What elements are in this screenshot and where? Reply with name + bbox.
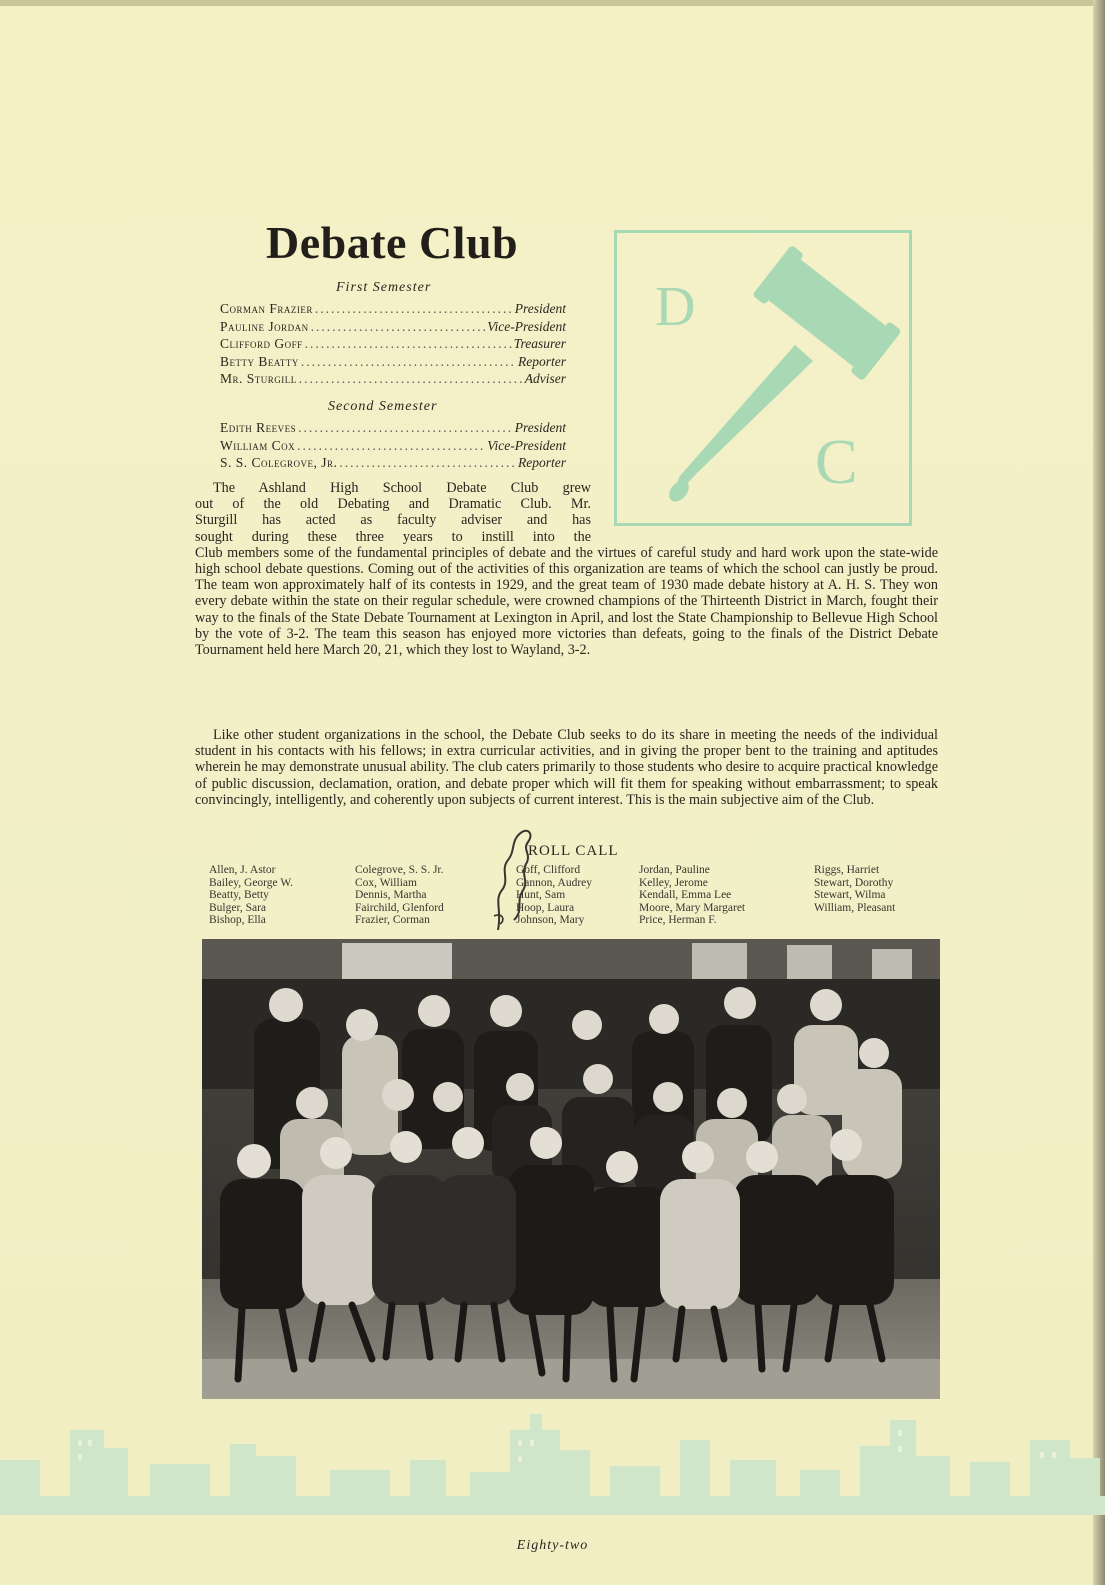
roll-name: Bulger, Sara bbox=[209, 901, 267, 914]
emblem-letter-c: C bbox=[815, 426, 858, 497]
top-edge bbox=[0, 0, 1105, 6]
first-semester-heading: First Semester bbox=[336, 280, 432, 295]
officer-row: Edith Reeves ..... President bbox=[220, 419, 566, 437]
roll-call-column-1 bbox=[209, 864, 293, 927]
officer-row: Betty Beatty ..... Reporter bbox=[220, 353, 566, 371]
roll-name: Goff, Clifford bbox=[516, 864, 581, 876]
roll-name: Jordan, Pauline bbox=[639, 864, 710, 876]
roll-name: Moore, Mary Margaret bbox=[639, 901, 746, 914]
officer-row: Pauline Jordan ..... Vice-President bbox=[220, 318, 566, 336]
roll-call-column-5 bbox=[814, 864, 895, 914]
roll-name: Kendall, Emma Lee bbox=[639, 889, 732, 901]
roll-name: Riggs, Harriet bbox=[814, 864, 880, 876]
officer-row: Mr. Sturgill ..... Adviser bbox=[220, 370, 566, 388]
second-semester-heading: Second Semester bbox=[328, 399, 438, 414]
page-title: Debate Club bbox=[266, 217, 519, 268]
roll-name: Stewart, Wilma bbox=[814, 889, 886, 901]
officer-row: S. S. Colegrove, Jr. ..... Reporter bbox=[220, 454, 566, 472]
officer-row: Clifford Goff ..... Treasurer bbox=[220, 335, 566, 353]
roll-name: Price, Herman F. bbox=[639, 914, 717, 926]
officer-row: William Cox ..... Vice-President bbox=[220, 437, 566, 455]
roll-name: Kelley, Jerome bbox=[639, 876, 708, 889]
page-edge bbox=[1093, 0, 1105, 1585]
page-number: Eighty-two bbox=[516, 1538, 589, 1553]
group-photo-image bbox=[202, 939, 940, 1399]
roll-name: Hoop, Laura bbox=[516, 901, 575, 914]
roll-call-heading: ROLL CALL bbox=[528, 843, 619, 859]
roll-name: Bishop, Ella bbox=[209, 914, 266, 926]
roll-name: William, Pleasant bbox=[814, 901, 896, 914]
roll-name: Johnson, Mary bbox=[516, 914, 585, 926]
roll-name: Hunt, Sam bbox=[516, 889, 566, 901]
first-semester-officers bbox=[220, 300, 566, 388]
roll-name: Cox, William bbox=[355, 876, 417, 889]
roll-call-column-2 bbox=[355, 864, 444, 927]
roll-name: Fairchild, Glenford bbox=[355, 901, 444, 914]
paragraph-purpose: Like other student organizations in the school, the Debate Club seeks to do its share in meeting the needs of the individual student in his contacts with his fellows; in extra curricular activities, and in giving the proper bent to the training and aptitudes wherein he may demonstrate unusual ability. The club caters primarily to those students who desire to acquire practical knowledge of public discussion, declamation, oration, and debate proper which will fit them for speaking without embarrassment; to speak convincingly, intelligently, and coherently upon subjects of current interest. This is the main subjective aim of the Club. bbox=[195, 727, 938, 808]
roll-name: Allen, J. Astor bbox=[209, 864, 276, 876]
second-semester-officers bbox=[220, 419, 566, 472]
handwritten-signature bbox=[488, 820, 548, 940]
roll-name: Beatty, Betty bbox=[209, 889, 269, 901]
roll-name: Gannon, Audrey bbox=[516, 876, 593, 889]
roll-name: Dennis, Martha bbox=[355, 889, 427, 901]
paragraph-history: The Ashland High School Debate Club grew out of the old Debating and Dramatic Club. Mr. Sturgill has acted as faculty adviser and has sought during these three years to instill into the Club members some of the fundamental principles of debate and the virtues of careful study and hard work upon the state-wide high school debate questions. Coming out of the activities of this organization are teams of which the school can justly be proud. The team won approximately half of its contests in 1929, and the great team of 1930 made debate history at A. H. S. They won every debate within the state on their regular schedule, were crowned champions of the Thirteenth District in March, fought their way to the finals of the State Debate Tournament at Lexington in April, and lost the State Championship to Bellevue High School by the vote of 3-2. The team this season has enjoyed more victories than defeats, going to the finals of the District Debate Tournament held here March 20, 21, which they lost to Wayland, 3-2. bbox=[195, 480, 938, 659]
roll-name: Frazier, Corman bbox=[355, 914, 430, 926]
roll-name: Colegrove, S. S. Jr. bbox=[355, 864, 444, 876]
officer-row: Corman Frazier ..... President bbox=[220, 300, 566, 318]
roll-call-column-4 bbox=[639, 864, 745, 927]
roll-name: Bailey, George W. bbox=[209, 876, 293, 889]
emblem-letter-d: D bbox=[655, 276, 696, 338]
skyline-decoration bbox=[0, 1400, 1105, 1515]
roll-name: Stewart, Dorothy bbox=[814, 876, 894, 889]
